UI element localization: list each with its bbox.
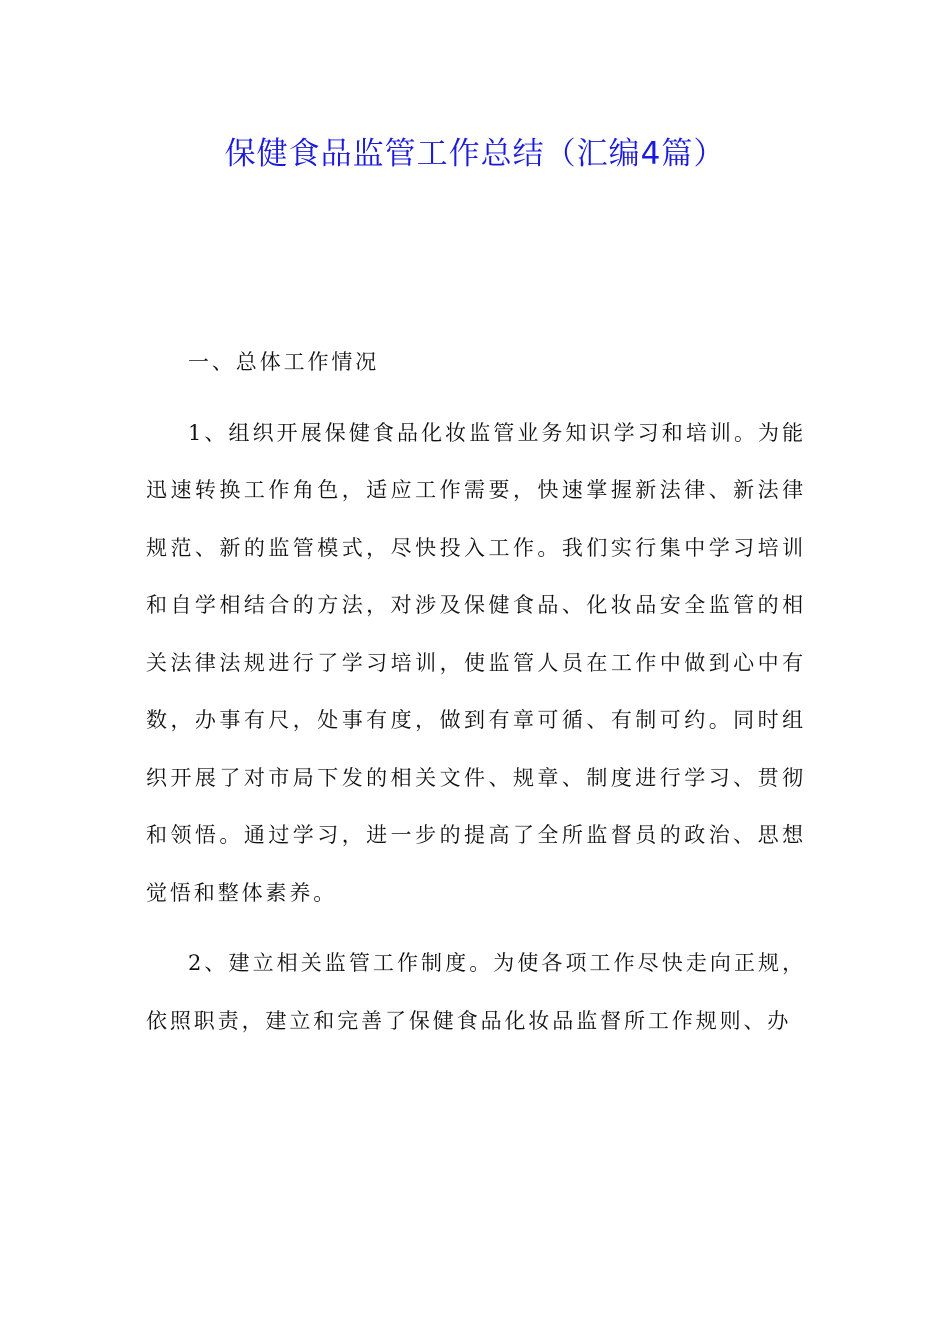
section-heading: 一、总体工作情况 [188,350,380,374]
paragraph: 1、组织开展保健食品化妆监管业务知识学习和培训。为能迅速转换工作角色，适应工作需要，快速掌握新法律、新法律规范、新的监管模式，尽快投入工作。我们实行集中学习培训和自学相结合的方法，对涉及保健食品、化妆品安全监管的相关法律法规进行了学习培训，使监管人员在工作中做到心中有数，办事有尺，处事有度，做到有章可循、有制可约。同时组织开展了对市局下发的相关文件、规章、制度进行学习、贯彻和领悟。通过学习，进一步的提高了全所监督员的政治、思想觉悟和整体素养。 [146,420,806,905]
document-title: 保健食品监管工作总结（汇编4篇） [224,136,726,172]
document-body [146,334,806,1050]
paragraph: 2、建立相关监管工作制度。为使各项工作尽快走向正规，依照职责，建立和完善了保健食品化妆品监督所工作规则、办 [146,951,806,1033]
